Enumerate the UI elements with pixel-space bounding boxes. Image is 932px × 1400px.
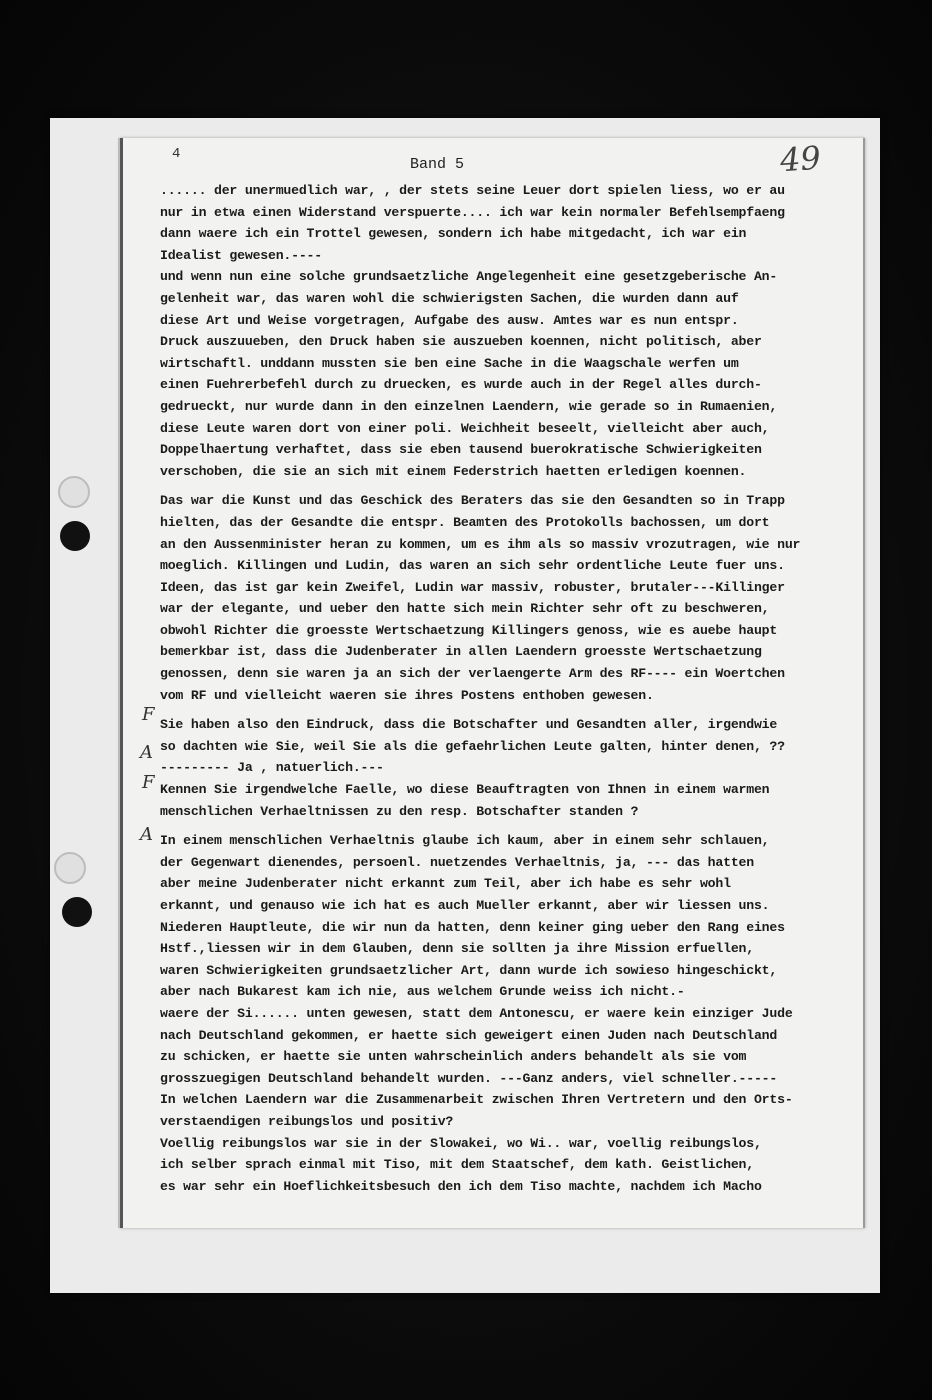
- text-line: gedrueckt, nur wurde dann in den einzelnen Laendern, wie gerade so in Rumaenien,: [160, 398, 778, 414]
- text-line: diese Leute waren dort von einer poli. Weichheit beseelt, vielleicht aber auch,: [160, 420, 770, 436]
- text-line: gelenheit war, das waren wohl die schwierigsten Sachen, die wurden dann auf: [160, 290, 739, 306]
- punch-hole-bottom: [62, 897, 92, 927]
- text-line: waren Schwierigkeiten grundsaetzlicher Art, dann wurde ich sowieso hingeschickt,: [160, 962, 778, 978]
- text-line: war der elegante, und ueber den hatte sich mein Richter sehr oft zu beschweren,: [160, 601, 770, 617]
- punch-hole-top: [60, 521, 90, 551]
- text-line: an den Aussenminister heran zu kommen, um es ihm als so massiv vrozutragen, wie nur: [160, 536, 801, 552]
- text-line: menschlichen Verhaeltnissen zu den resp. Botschafter standen ?: [160, 803, 639, 819]
- text-line: einen Fuehrerbefehl durch zu druecken, es wurde auch in der Regel alles durch-: [160, 377, 762, 393]
- text-line: dann waere ich ein Trottel gewesen, sondern ich habe mitgedacht, ich war ein: [160, 226, 747, 242]
- text-line: bemerkbar ist, dass die Judenberater in allen Laendern groesste Wertschaetzung: [160, 644, 762, 660]
- text-line: Ideen, das ist gar kein Zweifel, Ludin war massiv, robuster, brutaler---Killinger: [160, 579, 785, 595]
- text-line: Voellig reibungslos war sie in der Slowakei, wo Wi.. war, voellig reibungslos,: [160, 1135, 762, 1151]
- text-line: In einem menschlichen Verhaeltnis glaube ich kaum, aber in einem sehr schlauen,: [160, 833, 770, 849]
- text-line: und wenn nun eine solche grundsaetzliche Angelegenheit eine gesetzgeberische An-: [160, 269, 778, 285]
- text-line: diese Art und Weise vorgetragen, Aufgabe des ausw. Amtes war es nun entspr.: [160, 312, 739, 328]
- text-line: erkannt, und genauso wie ich hat es auch Mueller erkannt, aber wir liessen uns.: [160, 898, 770, 913]
- text-line: nur in etwa einen Widerstand verspuerte.... ich war kein normaler Befehlsempfaeng: [160, 204, 785, 220]
- text-line: wirtschaftl. unddann mussten sie ben eine Sache in die Waagschale werfen um: [160, 355, 739, 371]
- typewritten-text: [160, 180, 840, 1197]
- page-header: Band 5: [410, 156, 465, 173]
- text-line: ich selber sprach einmal mit Tiso, mit dem Staatschef, dem kath. Geistlichen,: [160, 1157, 754, 1173]
- text-line: es war sehr ein Hoeflichkeitsbesuch den ich dem Tiso machte, nachdem ich Macho: [160, 1178, 762, 1194]
- text-line: [160, 482, 840, 490]
- margin-mark-a2: A: [140, 824, 153, 845]
- text-line: aber nach Bukarest kam ich nie, aus welchem Grunde weiss ich nicht.-: [160, 984, 685, 1000]
- text-line: Niederen Hauptleute, die wir nun da hatten, denn keiner ging ueber den Rang eines: [160, 919, 785, 935]
- text-line: genossen, denn sie waren ja an sich der verlaengerte Arm des RF---- ein Woertchen: [160, 666, 785, 682]
- text-line: grosszuegigen Deutschland behandelt wurden. ---Ganz anders, viel schneller.-----: [160, 1070, 778, 1086]
- text-line: Druck auszuueben, den Druck haben sie auszueben koennen, nicht politisch, aber: [160, 334, 762, 350]
- text-line: Sie haben also den Eindruck, dass die Botschafter und Gesandten aller, irgendwie: [160, 717, 778, 733]
- page-number: 4: [172, 146, 181, 162]
- text-line: Idealist gewesen.----: [160, 247, 322, 263]
- text-line: hielten, das der Gesandte die entspr. Beamten des Protokolls bachossen, um dort: [160, 514, 770, 530]
- text-line: nach Deutschland gekommen, er haette sich geweigert einen Juden nach Deutschland: [160, 1027, 778, 1043]
- text-line: Doppelhaertung verhaftet, dass sie eben tausend buerokratische Schwierigkeiten: [160, 442, 762, 458]
- text-line: [160, 822, 840, 830]
- text-line: obwohl Richter die groesste Wertschaetzung Killingers genoss, wie es auebe haupt: [160, 622, 778, 638]
- text-line: vom RF und vielleicht waeren sie ihres Postens enthoben gewesen.: [160, 687, 654, 703]
- text-line: verschoben, die sie an sich mit einem Federstrich haetten erledigen koennen.: [160, 463, 747, 479]
- text-line: moeglich. Killingen und Ludin, das waren an sich sehr ordentliche Leute fuer uns.: [160, 558, 785, 574]
- text-line: Kennen Sie irgendwelche Faelle, wo diese Beauftragten von Ihnen in einem warmen: [160, 782, 770, 798]
- text-line: In welchen Laendern war die Zusammenarbeit zwischen Ihren Vertretern und den Orts-: [160, 1092, 793, 1108]
- punch-hole-ring-bottom: [54, 852, 86, 884]
- margin-mark-a1: A: [140, 742, 153, 763]
- punch-hole-ring-top: [58, 476, 90, 508]
- text-line: verstaendigen reibungslos und positiv?: [160, 1113, 454, 1129]
- text-line: aber meine Judenberater nicht erkannt zum Teil, aber ich habe es sehr wohl: [160, 876, 731, 892]
- text-line: der Gegenwart dienendes, persoenl. nuetzendes Verhaeltnis, ja, --- das hatten: [160, 854, 754, 870]
- text-line: ...... der unermuedlich war, , der stets seine Leuer dort spielen liess, wo er au: [160, 183, 785, 198]
- text-line: Hstf.,liessen wir in dem Glauben, denn sie sollten ja ihre Mission erfuellen,: [160, 941, 754, 957]
- text-line: Das war die Kunst und das Geschick des Beraters das sie den Gesandten so in Trapp: [160, 493, 785, 509]
- text-line: --------- Ja , natuerlich.---: [160, 760, 384, 776]
- text-line: zu schicken, er haette sie unten wahrscheinlich anders behandelt als sie vom: [160, 1049, 747, 1065]
- text-line: so dachten wie Sie, weil Sie als die gefaehrlichen Leute galten, hinter denen, ??: [160, 738, 785, 754]
- text-line: [160, 706, 840, 714]
- text-line: waere der Si...... unten gewesen, statt dem Antonescu, er waere kein einziger Jude: [160, 1005, 793, 1021]
- margin-mark-f1: F: [142, 704, 155, 725]
- margin-mark-f2: F: [142, 772, 155, 793]
- folio-mark: 49: [778, 138, 822, 180]
